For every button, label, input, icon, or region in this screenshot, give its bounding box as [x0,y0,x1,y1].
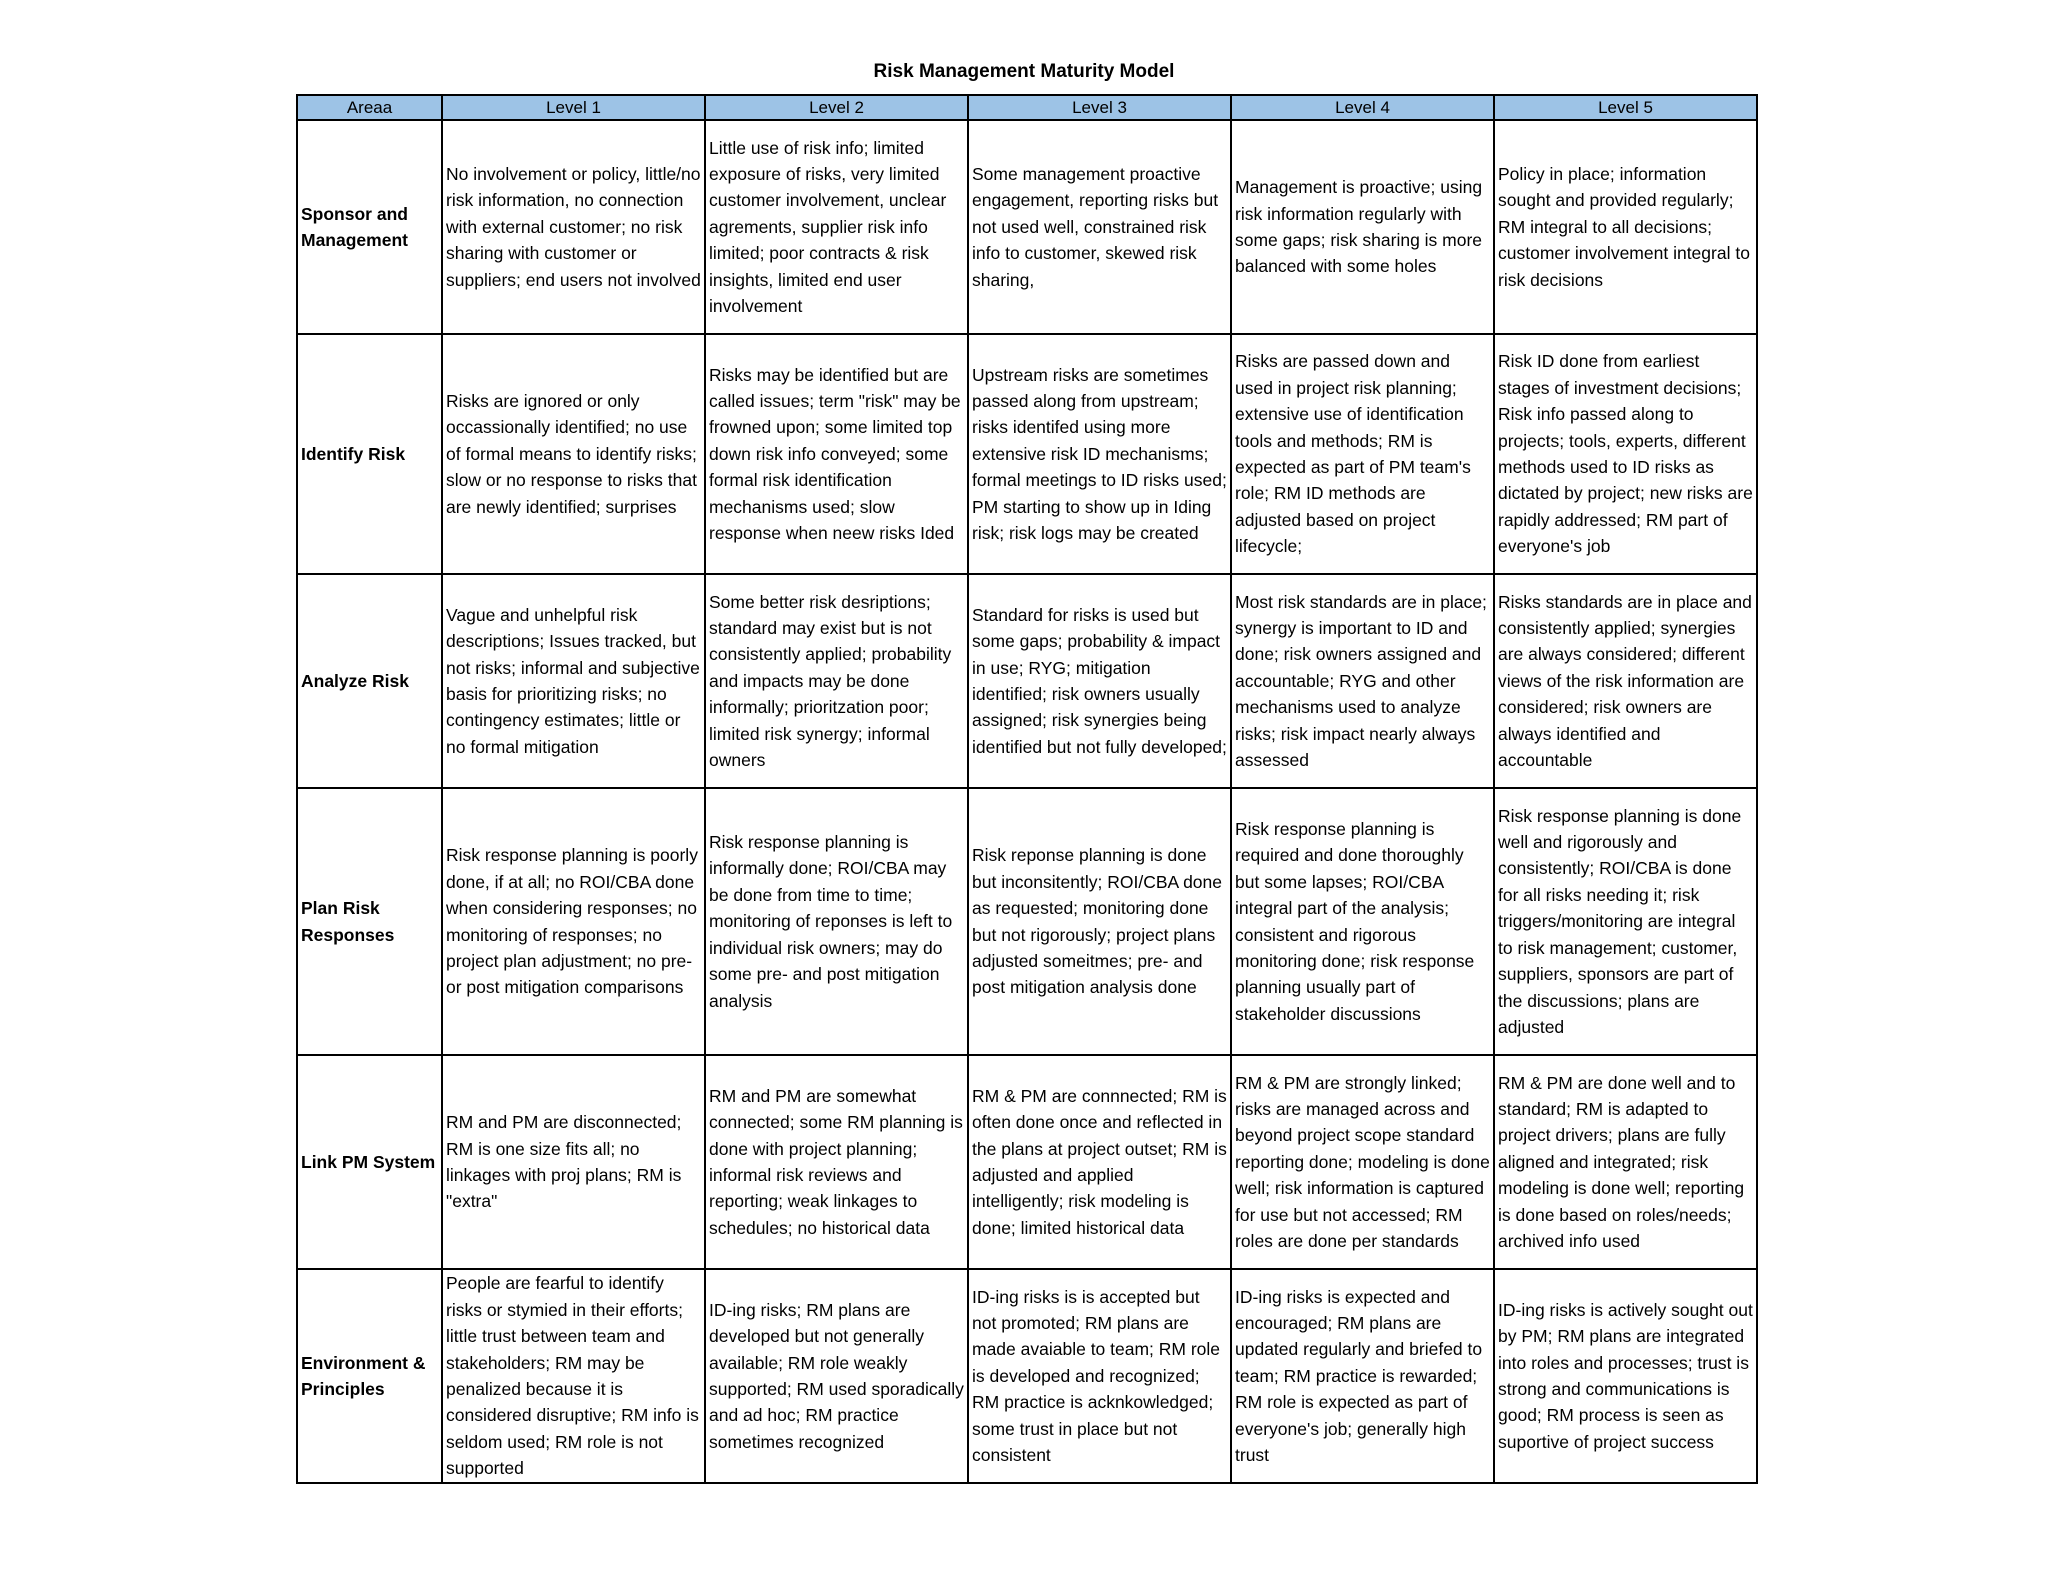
table-row [297,334,1757,574]
level-cell: ID-ing risks is actively sought out by PM; RM plans are integrated into roles and processes; trust is strong and communications is good; RM process is seen as suportive of project success [1494,1269,1757,1483]
column-header-level-2: Level 2 [705,95,968,120]
table-row [297,574,1757,788]
level-cell: RM and PM are disconnected; RM is one size fits all; no linkages with proj plans; RM is "extra" [442,1055,705,1269]
area-label: Plan Risk Responses [297,788,442,1055]
table-row [297,788,1757,1055]
table-row [297,1055,1757,1269]
area-label: Analyze Risk [297,574,442,788]
column-header-level-1: Level 1 [442,95,705,120]
level-cell: Risks may be identified but are called issues; term "risk" may be frowned upon; some limited top down risk info conveyed; some formal risk identification mechanisms used; slow response when neew risks Ided [705,334,968,574]
level-cell: Risk response planning is done well and rigorously and consistently; ROI/CBA is done for all risks needing it; risk triggers/monitoring are integral to risk management; customer, suppliers, sponsors are part of the discussions; plans are adjusted [1494,788,1757,1055]
level-cell: RM & PM are connnected; RM is often done once and reflected in the plans at project outset; RM is adjusted and applied intelligently; risk modeling is done; limited historical data [968,1055,1231,1269]
level-cell: People are fearful to identify risks or stymied in their efforts; little trust between team and stakeholders; RM may be penalized because it is considered disruptive; RM info is seldom used; RM role is not supported [442,1269,705,1483]
level-cell: Risks standards are in place and consistently applied; synergies are always considered; different views of the risk information are considered; risk owners are always identified and accountable [1494,574,1757,788]
level-cell: Policy in place; information sought and provided regularly; RM integral to all decisions; customer involvement integral to risk decisions [1494,120,1757,334]
level-cell: Standard for risks is used but some gaps; probability & impact in use; RYG; mitigation identified; risk owners usually assigned; risk synergies being identified but not fully developed; [968,574,1231,788]
level-cell: RM & PM are strongly linked; risks are managed across and beyond project scope standard reporting done; modeling is done well; risk information is captured for use but not accessed; RM roles are done per standards [1231,1055,1494,1269]
level-cell: ID-ing risks; RM plans are developed but not generally available; RM role weakly supported; RM used sporadically and ad hoc; RM practice sometimes recognized [705,1269,968,1483]
table-row [297,120,1757,334]
level-cell: Vague and unhelpful risk descriptions; Issues tracked, but not risks; informal and subjective basis for prioritizing risks; no contingency estimates; little or no formal mitigation [442,574,705,788]
level-cell: Risk response planning is required and done thoroughly but some lapses; ROI/CBA integral part of the analysis; consistent and rigorous monitoring done; risk response planning usually part of stakeholder discussions [1231,788,1494,1055]
maturity-table [296,94,1758,1484]
level-cell: Risks are passed down and used in project risk planning; extensive use of identification tools and methods; RM is expected as part of PM team's role; RM ID methods are adjusted based on project lifecycle; [1231,334,1494,574]
level-cell: RM & PM are done well and to standard; RM is adapted to project drivers; plans are fully aligned and integrated; risk modeling is done well; reporting is done based on roles/needs; archived info used [1494,1055,1757,1269]
level-cell: Risk ID done from earliest stages of investment decisions; Risk info passed along to projects; tools, experts, different methods used to ID risks as dictated by project; new risks are rapidly addressed; RM part of everyone's job [1494,334,1757,574]
level-cell: Some better risk desriptions; standard may exist but is not consistently applied; probability and impacts may be done informally; prioritzation poor; limited risk synergy; informal owners [705,574,968,788]
level-cell: Risks are ignored or only occassionally identified; no use of formal means to identify risks; slow or no response to risks that are newly identified; surprises [442,334,705,574]
area-label: Link PM System [297,1055,442,1269]
level-cell: Risk response planning is informally done; ROI/CBA may be done from time to time; monitoring of reponses is left to individual risk owners; may do some pre- and post mitigation analysis [705,788,968,1055]
table-row [297,1269,1757,1483]
area-label: Sponsor and Management [297,120,442,334]
level-cell: Upstream risks are sometimes passed along from upstream; risks identifed using more extensive risk ID mechanisms; formal meetings to ID risks used; PM starting to show up in Iding risk; risk logs may be created [968,334,1231,574]
level-cell: Some management proactive engagement, reporting risks but not used well, constrained risk info to customer, skewed risk sharing, [968,120,1231,334]
level-cell: RM and PM are somewhat connected; some RM planning is done with project planning; informal risk reviews and reporting; weak linkages to schedules; no historical data [705,1055,968,1269]
level-cell: ID-ing risks is is accepted but not promoted; RM plans are made avaiable to team; RM role is developed and recognized; RM practice is acknkowledged; some trust in place but not consistent [968,1269,1231,1483]
column-header-level-5: Level 5 [1494,95,1757,120]
level-cell: No involvement or policy, little/no risk information, no connection with external customer; no risk sharing with customer or suppliers; end users not involved [442,120,705,334]
level-cell: ID-ing risks is expected and encouraged; RM plans are updated regularly and briefed to team; RM practice is rewarded; RM role is expected as part of everyone's job; generally high trust [1231,1269,1494,1483]
level-cell: Most risk standards are in place; synergy is important to ID and done; risk owners assigned and accountable; RYG and other mechanisms used to analyze risks; risk impact nearly always assessed [1231,574,1494,788]
column-header-level-4: Level 4 [1231,95,1494,120]
level-cell: Little use of risk info; limited exposure of risks, very limited customer involvement, unclear agrements, supplier risk info limited; poor contracts & risk insights, limited end user involvement [705,120,968,334]
level-cell: Risk reponse planning is done but inconsitently; ROI/CBA done as requested; monitoring done but not rigorously; project plans adjusted someitmes; pre- and post mitigation analysis done [968,788,1231,1055]
column-header-level-3: Level 3 [968,95,1231,120]
level-cell: Management is proactive; using risk information regularly with some gaps; risk sharing is more balanced with some holes [1231,120,1494,334]
column-header-area: Areaa [297,95,442,120]
area-label: Identify Risk [297,334,442,574]
page-title: Risk Management Maturity Model [873,61,1175,82]
level-cell: Risk response planning is poorly done, if at all; no ROI/CBA done when considering responses; no monitoring of responses; no project plan adjustment; no pre- or post mitigation comparisons [442,788,705,1055]
area-label: Environment & Principles [297,1269,442,1483]
header-row [297,95,1757,120]
